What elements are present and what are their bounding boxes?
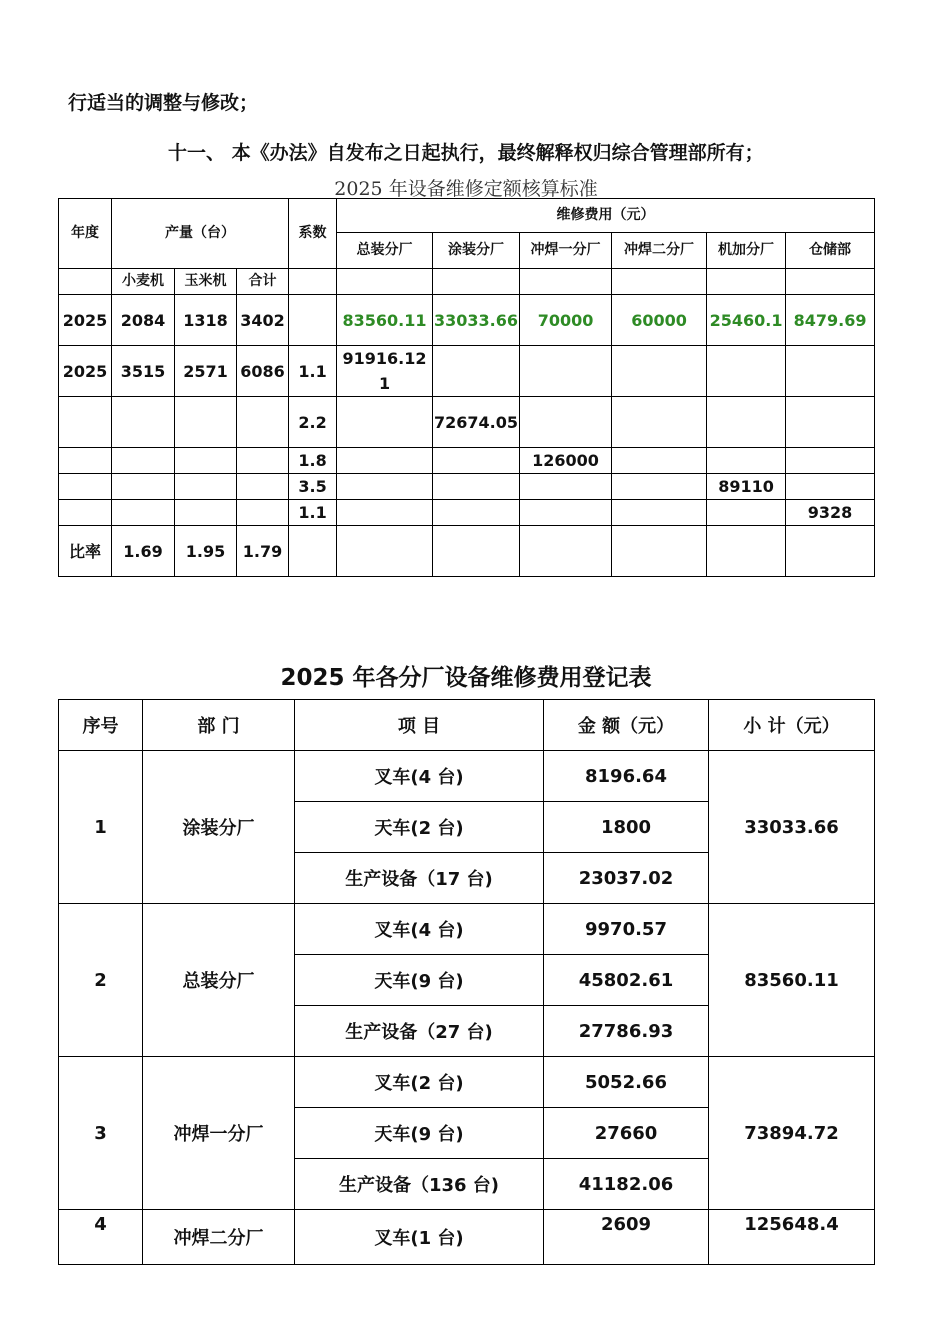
subtotal: 73894.72 xyxy=(709,1057,875,1210)
table-cell xyxy=(175,500,237,526)
table-cell: 2084 xyxy=(112,295,175,346)
table-cell xyxy=(59,397,112,448)
table-row xyxy=(59,500,875,526)
table-cell xyxy=(612,474,707,500)
table-cell xyxy=(237,397,289,448)
amount: 1800 xyxy=(544,802,709,853)
table-cell: 83560.11 xyxy=(337,295,433,346)
amount: 41182.06 xyxy=(544,1159,709,1210)
amount: 5052.66 xyxy=(544,1057,709,1108)
table-cell: 1.95 xyxy=(175,526,237,577)
table-cell xyxy=(112,500,175,526)
table-cell: 3.5 xyxy=(289,474,337,500)
table-cell xyxy=(337,269,433,295)
table-row xyxy=(59,448,875,474)
table-cell xyxy=(237,448,289,474)
table-cell xyxy=(237,474,289,500)
table-cell: 2.2 xyxy=(289,397,337,448)
amount: 23037.02 xyxy=(544,853,709,904)
table-row xyxy=(59,751,875,802)
department: 冲焊一分厂 xyxy=(143,1057,295,1210)
table-cell: 126000 xyxy=(520,448,612,474)
amount: 9970.57 xyxy=(544,904,709,955)
department: 涂装分厂 xyxy=(143,751,295,904)
table-cell: 1.8 xyxy=(289,448,337,474)
table-cell xyxy=(289,526,337,577)
table-cell xyxy=(786,397,875,448)
paragraph-article-11: 十一、 本《办法》自发布之日起执行，最终解释权归综合管理部所有； xyxy=(168,142,764,164)
table-cell xyxy=(433,526,520,577)
table-cell xyxy=(612,526,707,577)
table-cell xyxy=(175,397,237,448)
table-cell xyxy=(433,448,520,474)
header-production-sub: 合计 xyxy=(237,269,289,295)
header-production-sub: 玉米机 xyxy=(175,269,237,295)
table-cell xyxy=(337,526,433,577)
table-cell: 1.1 xyxy=(289,500,337,526)
table-cell xyxy=(707,448,786,474)
item: 天车(2 台) xyxy=(295,802,544,853)
item: 叉车(2 台) xyxy=(295,1057,544,1108)
table-cell: 91916.121 xyxy=(337,346,433,397)
header-subtotal: 小 计（元） xyxy=(709,700,875,751)
item: 叉车(1 台) xyxy=(295,1210,544,1265)
maintenance-register-table xyxy=(58,699,875,1265)
table-cell xyxy=(612,346,707,397)
table-cell xyxy=(175,448,237,474)
table-cell: 1.1 xyxy=(289,346,337,397)
table-cell: 6086 xyxy=(237,346,289,397)
table-cell xyxy=(289,269,337,295)
table-cell xyxy=(337,448,433,474)
table-cell: 2025 xyxy=(59,346,112,397)
item: 天车(9 台) xyxy=(295,955,544,1006)
table-cell: 1318 xyxy=(175,295,237,346)
table-cell xyxy=(337,397,433,448)
table-cell xyxy=(112,397,175,448)
table-row xyxy=(59,1057,875,1108)
table-row xyxy=(59,1210,875,1265)
table-cell: 1.69 xyxy=(112,526,175,577)
amount: 27660 xyxy=(544,1108,709,1159)
item: 叉车(4 台) xyxy=(295,751,544,802)
header-year: 年度 xyxy=(59,199,112,269)
table-cell xyxy=(520,397,612,448)
table-cell xyxy=(707,397,786,448)
table-cell xyxy=(612,397,707,448)
table-cell: 比率 xyxy=(59,526,112,577)
subtotal: 125648.4 xyxy=(709,1210,875,1265)
table-cell xyxy=(112,474,175,500)
maintenance-quota-table xyxy=(58,198,875,577)
table-cell xyxy=(612,500,707,526)
row-number: 4 xyxy=(59,1210,143,1265)
table-header-row xyxy=(59,700,875,751)
table-cell xyxy=(707,500,786,526)
table2-caption: 2025 年各分厂设备维修费用登记表 xyxy=(280,665,652,691)
department: 总装分厂 xyxy=(143,904,295,1057)
header-coefficient: 系数 xyxy=(289,199,337,269)
table-cell xyxy=(433,346,520,397)
table-cell: 1.79 xyxy=(237,526,289,577)
header-cost-sub: 机加分厂 xyxy=(707,233,786,269)
table-cell xyxy=(433,500,520,526)
header-cost-sub: 仓储部 xyxy=(786,233,875,269)
table-cell xyxy=(520,500,612,526)
table-cell xyxy=(707,346,786,397)
row-number: 2 xyxy=(59,904,143,1057)
table-row xyxy=(59,397,875,448)
table-cell: 9328 xyxy=(786,500,875,526)
item: 生产设备（17 台) xyxy=(295,853,544,904)
row-number: 1 xyxy=(59,751,143,904)
header-dept: 部 门 xyxy=(143,700,295,751)
table-cell: 8479.69 xyxy=(786,295,875,346)
table-cell xyxy=(175,474,237,500)
item: 生产设备（136 台) xyxy=(295,1159,544,1210)
table-cell xyxy=(237,500,289,526)
table-cell xyxy=(112,448,175,474)
table1-caption: 2025 年设备维修定额核算标准 xyxy=(334,178,598,200)
table-cell xyxy=(337,500,433,526)
table-cell xyxy=(337,474,433,500)
header-cost-sub: 冲焊二分厂 xyxy=(612,233,707,269)
table-cell xyxy=(707,526,786,577)
header-cost-sub: 涂装分厂 xyxy=(433,233,520,269)
amount: 27786.93 xyxy=(544,1006,709,1057)
table-cell xyxy=(59,448,112,474)
table-cell xyxy=(520,346,612,397)
table-row xyxy=(59,474,875,500)
table-cell: 25460.1 xyxy=(707,295,786,346)
header-production-sub: 小麦机 xyxy=(112,269,175,295)
table-cell xyxy=(612,448,707,474)
table-cell xyxy=(612,269,707,295)
header-item: 项 目 xyxy=(295,700,544,751)
item: 叉车(4 台) xyxy=(295,904,544,955)
paragraph-adjustment: 行适当的调整与修改； xyxy=(68,92,259,114)
amount: 45802.61 xyxy=(544,955,709,1006)
table-cell: 3402 xyxy=(237,295,289,346)
table-cell xyxy=(59,269,112,295)
header-no: 序号 xyxy=(59,700,143,751)
table-cell xyxy=(59,474,112,500)
table-row xyxy=(59,526,875,577)
table-cell xyxy=(707,269,786,295)
header-cost: 维修费用（元） xyxy=(337,199,875,233)
amount: 2609 xyxy=(544,1210,709,1265)
table-cell xyxy=(289,295,337,346)
table-cell xyxy=(786,526,875,577)
table-cell: 33033.66 xyxy=(433,295,520,346)
table-row xyxy=(59,295,875,346)
department: 冲焊二分厂 xyxy=(143,1210,295,1265)
table-cell xyxy=(520,269,612,295)
item: 天车(9 台) xyxy=(295,1108,544,1159)
table-cell xyxy=(59,500,112,526)
header-production: 产量（台） xyxy=(112,199,289,269)
row-number: 3 xyxy=(59,1057,143,1210)
subtotal: 33033.66 xyxy=(709,751,875,904)
table-cell xyxy=(786,448,875,474)
table-cell xyxy=(433,474,520,500)
table-row xyxy=(59,346,875,397)
table-row xyxy=(59,904,875,955)
subtotal: 83560.11 xyxy=(709,904,875,1057)
table-cell: 72674.05 xyxy=(433,397,520,448)
table-cell: 89110 xyxy=(707,474,786,500)
table-cell xyxy=(786,346,875,397)
table-cell xyxy=(786,269,875,295)
item: 生产设备（27 台) xyxy=(295,1006,544,1057)
table-cell: 3515 xyxy=(112,346,175,397)
amount: 8196.64 xyxy=(544,751,709,802)
table-cell xyxy=(520,474,612,500)
table-cell xyxy=(520,526,612,577)
header-cost-sub: 总装分厂 xyxy=(337,233,433,269)
table-cell xyxy=(786,474,875,500)
header-cost-sub: 冲焊一分厂 xyxy=(520,233,612,269)
table-cell: 60000 xyxy=(612,295,707,346)
table-cell: 2571 xyxy=(175,346,237,397)
table-cell xyxy=(433,269,520,295)
header-amount: 金 额（元） xyxy=(544,700,709,751)
table-cell: 2025 xyxy=(59,295,112,346)
table-cell: 70000 xyxy=(520,295,612,346)
